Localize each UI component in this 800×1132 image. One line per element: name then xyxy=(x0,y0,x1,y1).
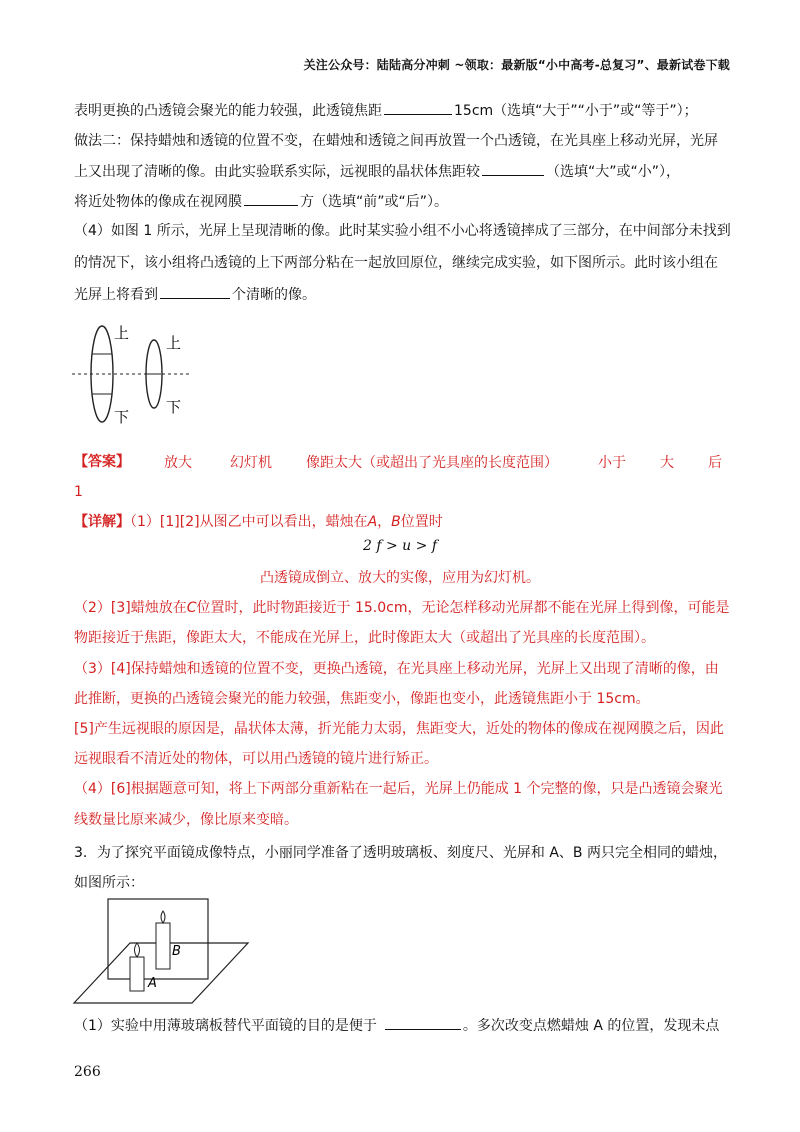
label-up: 上 xyxy=(166,334,182,352)
detail-line: 物距接近于焦距，像距太大，不能成在光屏上，此时像距太大（或超出了光具座的长度范围）。 xyxy=(74,630,655,646)
answer-label: 【答案】 xyxy=(74,454,130,470)
label-down: 下 xyxy=(166,398,182,416)
answer-blank xyxy=(160,284,230,299)
mirror-figure xyxy=(72,895,252,1007)
detail-line xyxy=(74,598,730,618)
answer-item: 后 xyxy=(708,455,722,471)
text-segment: B xyxy=(391,514,401,530)
answer-blank xyxy=(244,191,298,206)
detail-line: 远视眼看不清近处的物体，可以用凸透镜的镜片进行矫正。 xyxy=(74,751,438,767)
answer-item: 像距太大（或超出了光具座的长度范围） xyxy=(306,455,558,471)
candle-b xyxy=(156,923,170,969)
question-line: 如图所示： xyxy=(74,875,144,891)
flame-b-icon xyxy=(161,911,165,923)
flame-a-icon xyxy=(135,943,140,957)
answer-last: 1 xyxy=(74,484,83,500)
answer-item: 小于 xyxy=(598,455,626,471)
page-header: 关注公众号：陆陆高分冲刺 ~领取：最新版“小中高考-总复习”、最新试卷下载 xyxy=(303,58,730,72)
answer-item: 大 xyxy=(660,455,674,471)
text-segment: 方（选填“前”或“后”）。 xyxy=(300,194,449,210)
text-segment: 位置时，此时物距接近于 15.0cm，无论怎样移动光屏都不能在光屏上得到像，可能是 xyxy=(196,600,730,616)
detail-line: 此推断，更换的凸透镜会聚光的能力较强，焦距变小，像距也变小，此透镜焦距小于 15cm。 xyxy=(74,691,650,707)
answer-blank xyxy=(385,1015,461,1030)
page-number: 266 xyxy=(74,1064,101,1080)
text-segment: （2）[3]蜡烛放在 xyxy=(74,600,187,616)
detail-line xyxy=(74,512,443,532)
text-line: （4）如图 1 所示，光屏上呈现清晰的像。此时某实验小组不小心将透镜摔成了三部分，在中间部分未找到 xyxy=(74,223,731,239)
text-segment: （1）[1][2]从图乙中可以看出，蜡烛在 xyxy=(130,514,368,530)
answer-blank xyxy=(384,100,452,115)
text-segment: 个清晰的像。 xyxy=(232,287,316,303)
text-segment: 15cm（选填“大于”“小于”或“等于”）； xyxy=(454,103,698,119)
text-segment: 上又出现了清晰的像。由此实验联系实际，远视眼的晶状体焦距较 xyxy=(74,164,480,180)
label-up: 上 xyxy=(114,324,130,342)
text-segment: （1）实验中用薄玻璃板替代平面镜的目的是便于 xyxy=(74,1018,377,1034)
text-line: 的情况下，该小组将凸透镜的上下两部分粘在一起放回原位，继续完成实验，如下图所示。此时该小组在 xyxy=(74,255,718,271)
detail-line: [5]产生远视眼的原因是，晶状体太薄，折光能力太弱，焦距变大，近处的物体的像成在视网膜之后，因此 xyxy=(74,721,724,737)
text-segment: 。多次改变点燃蜡烛 A 的位置，发现未点 xyxy=(462,1018,720,1034)
text-segment: 表明更换的凸透镜会聚光的能力较强，此透镜焦距 xyxy=(74,103,382,119)
lens-figure xyxy=(70,318,200,428)
text-line xyxy=(74,191,448,212)
answer-item: 幻灯机 xyxy=(230,455,272,471)
candle-a xyxy=(130,957,144,991)
detail-line: （3）[4]保持蜡烛和透镜的位置不变，更换凸透镜，在光具座上移动光屏，光屏上又出现了清晰的像，由 xyxy=(74,661,719,677)
detail-label: 【详解】 xyxy=(74,514,130,530)
text-line xyxy=(74,100,698,121)
detail-line: （4）[6]根据题意可知，将上下两部分重新粘在一起后，光屏上仍能成 1 个完整的像，只是凸透镜会聚光 xyxy=(74,781,723,797)
text-segment: ， xyxy=(377,514,392,530)
text-segment: （选填“大”或“小”）， xyxy=(546,164,681,180)
detail-line: 凸透镜成倒立、放大的实像，应用为幻灯机。 xyxy=(260,570,540,586)
text-segment: 将近处物体的像成在视网膜 xyxy=(74,194,242,210)
answer-blank xyxy=(482,161,544,176)
label-b: B xyxy=(172,944,181,959)
detail-line: 线数量比原来减少，像比原来变暗。 xyxy=(74,812,298,828)
text-line: 做法二：保持蜡烛和透镜的位置不变，在蜡烛和透镜之间再放置一个凸透镜，在光具座上移动光屏，光屏 xyxy=(74,133,718,149)
text-segment: A xyxy=(367,514,378,530)
text-line xyxy=(74,284,316,305)
question-line: 3．为了探究平面镜成像特点，小丽同学准备了透明玻璃板、刻度尺、光屏和 A、B 两只完全相同的蜡烛， xyxy=(74,845,727,861)
text-line xyxy=(74,161,680,182)
text-segment: 位置时 xyxy=(400,514,443,530)
label-down: 下 xyxy=(114,408,130,426)
answer-item: 放大 xyxy=(164,455,192,471)
question-line xyxy=(74,1015,719,1036)
text-segment: C xyxy=(186,600,197,616)
label-a: A xyxy=(148,976,157,991)
formula: 2 f > u > f xyxy=(363,538,437,554)
text-segment: 光屏上将看到 xyxy=(74,287,158,303)
